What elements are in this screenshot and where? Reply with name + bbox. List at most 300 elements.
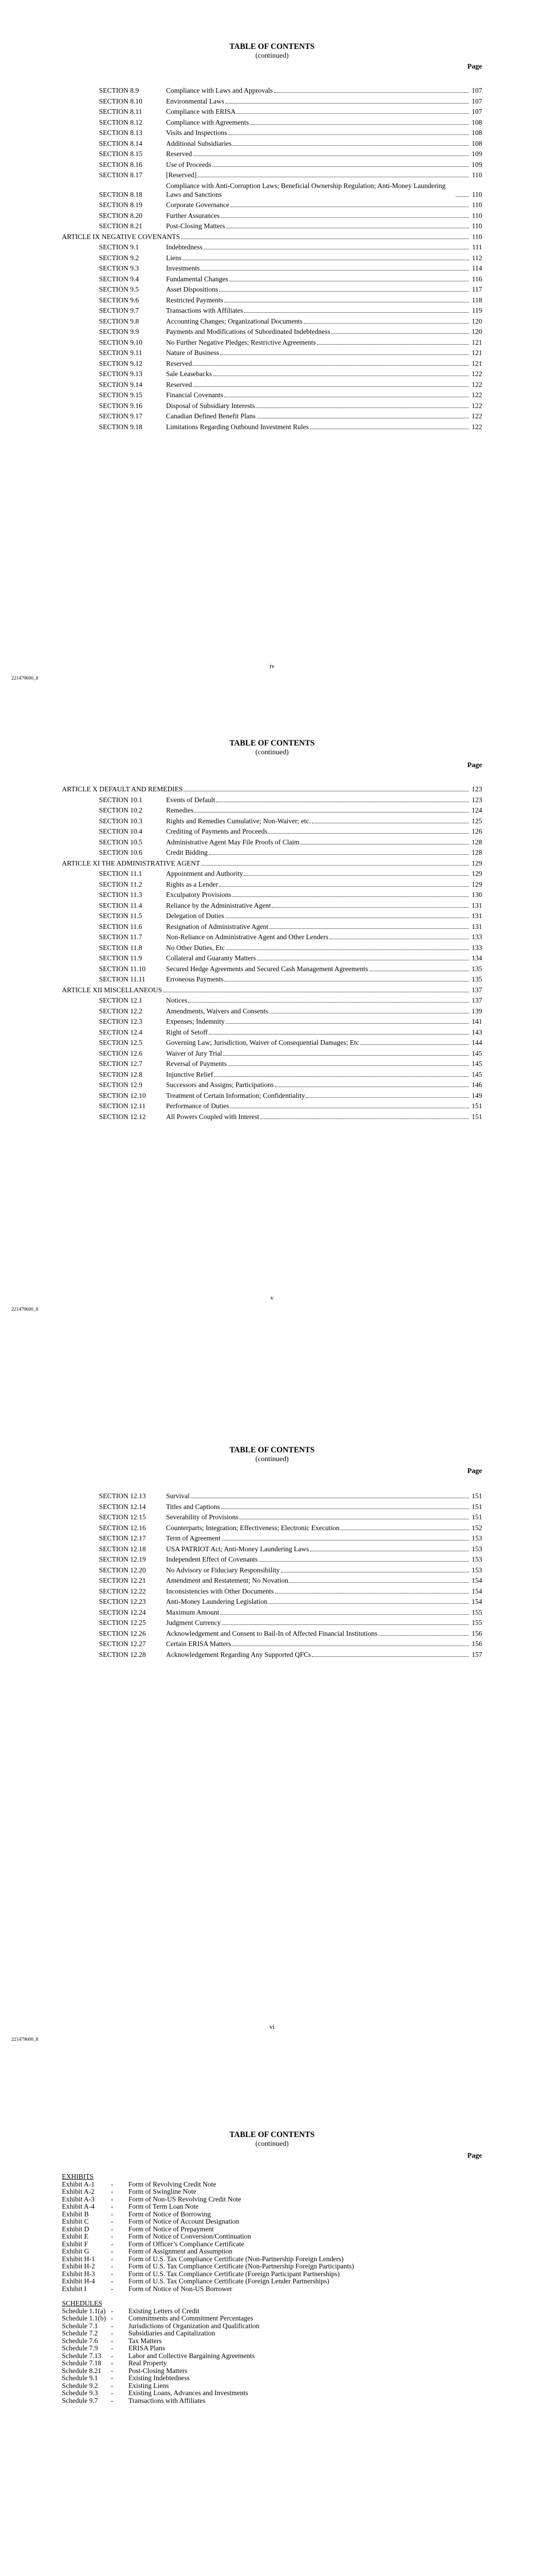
exhibit-row-description: Form of Assignment and Assumption bbox=[128, 2247, 233, 2255]
entry-title: Judgment Currency bbox=[166, 1619, 221, 1626]
entry-title: Visits and Inspections bbox=[166, 129, 227, 137]
toc-section-entry[interactable] bbox=[62, 922, 482, 931]
entry-title: Certain ERISA Matters bbox=[166, 1640, 231, 1648]
dot-leader bbox=[306, 1097, 469, 1098]
page-column-header: Page bbox=[467, 1467, 482, 1475]
toc-section-entry[interactable] bbox=[62, 1639, 482, 1648]
toc-section-entry[interactable] bbox=[62, 128, 482, 137]
dot-leader bbox=[191, 1497, 469, 1498]
exhibit-row bbox=[62, 2270, 474, 2278]
section-number: SECTION 9.17 bbox=[99, 412, 142, 420]
entry-page-number: 129 bbox=[471, 870, 482, 877]
toc-section-entry[interactable] bbox=[62, 264, 482, 273]
section-number: SECTION 12.8 bbox=[99, 1070, 142, 1078]
toc-section-entry[interactable] bbox=[62, 1587, 482, 1596]
entry-title-wrap bbox=[166, 1597, 470, 1606]
dot-leader bbox=[317, 344, 469, 345]
toc-section-entry[interactable] bbox=[62, 139, 482, 148]
exhibit-row bbox=[62, 2278, 474, 2285]
toc-section-entry[interactable] bbox=[62, 338, 482, 347]
exhibit-row-dash: - bbox=[111, 2188, 113, 2195]
toc-article-entry[interactable] bbox=[62, 232, 482, 241]
toc-article-entry[interactable] bbox=[62, 859, 482, 868]
entry-title-wrap bbox=[166, 1523, 470, 1532]
dot-leader bbox=[257, 417, 469, 418]
entry-page-number: 153 bbox=[471, 1566, 482, 1574]
entry-title-wrap bbox=[166, 901, 470, 910]
dot-leader bbox=[272, 907, 469, 908]
toc-article-entry[interactable] bbox=[62, 785, 482, 793]
dot-leader bbox=[220, 1614, 469, 1615]
exhibit-row-description: Form of U.S. Tax Compliance Certificate (Foreign Participant Partnerships) bbox=[128, 2269, 340, 2278]
entry-title-wrap bbox=[166, 160, 470, 169]
entry-page-number: 129 bbox=[471, 880, 482, 888]
section-number: SECTION 10.1 bbox=[99, 795, 142, 804]
schedule-row-description: Subsidiaries and Capitalization bbox=[128, 2329, 215, 2337]
toc-section-entry[interactable] bbox=[62, 901, 482, 910]
entry-title: Administrative Agent May File Proofs of Claim bbox=[166, 838, 300, 846]
page-number: vi bbox=[269, 2023, 275, 2030]
toc-section-entry[interactable] bbox=[62, 996, 482, 1005]
toc-section-entry[interactable] bbox=[62, 1566, 482, 1574]
toc-section-entry[interactable] bbox=[62, 1101, 482, 1110]
schedule-row-dash: - bbox=[111, 2351, 113, 2360]
toc-title: TABLE OF CONTENTS bbox=[229, 42, 315, 51]
exhibit-row-description: Form of Non-US Revolving Credit Note bbox=[128, 2195, 241, 2203]
exhibits-list bbox=[62, 2181, 474, 2293]
section-number: SECTION 12.27 bbox=[99, 1640, 146, 1648]
entry-page-number: 145 bbox=[471, 1060, 482, 1067]
entry-page-number: 107 bbox=[471, 87, 482, 94]
entry-title-wrap bbox=[166, 181, 470, 199]
toc-section-entry[interactable] bbox=[62, 827, 482, 836]
toc-section-entry[interactable] bbox=[62, 1502, 482, 1511]
dot-leader bbox=[224, 980, 469, 981]
toc-section-entry[interactable] bbox=[62, 1576, 482, 1585]
exhibit-row bbox=[62, 2203, 474, 2211]
entry-title-wrap bbox=[166, 391, 470, 399]
section-number: SECTION 9.9 bbox=[99, 328, 139, 335]
dot-leader bbox=[237, 113, 469, 114]
schedule-row-dash: - bbox=[111, 2329, 113, 2337]
section-number: SECTION 9.3 bbox=[99, 264, 139, 272]
entry-title-wrap bbox=[166, 317, 470, 326]
entry-title: Secured Hedge Agreements and Secured Cash Management Agreements bbox=[166, 964, 368, 973]
toc-title: TABLE OF CONTENTS bbox=[229, 2130, 315, 2139]
entry-title-wrap bbox=[166, 1555, 470, 1564]
toc-section-entry[interactable] bbox=[62, 422, 482, 431]
dot-leader bbox=[369, 970, 469, 971]
dot-leader bbox=[310, 428, 469, 429]
section-number: SECTION 12.25 bbox=[99, 1619, 146, 1626]
section-number: SECTION 11.8 bbox=[99, 943, 142, 952]
dot-leader bbox=[181, 238, 469, 239]
entry-title: Acknowledgement Regarding Any Supported QFCs bbox=[166, 1650, 311, 1658]
entry-title-wrap bbox=[166, 795, 470, 804]
dot-leader bbox=[194, 811, 469, 812]
entry-page-number: 109 bbox=[471, 150, 482, 158]
toc-section-entry[interactable] bbox=[62, 222, 482, 230]
entry-page-number: 110 bbox=[472, 171, 482, 179]
section-number: SECTION 8.16 bbox=[99, 160, 142, 168]
entry-title-wrap bbox=[166, 171, 470, 179]
section-number: SECTION 11.5 bbox=[99, 912, 142, 920]
exhibit-row-dash: - bbox=[111, 2269, 113, 2278]
entry-title: Anti-Money Laundering Legislation bbox=[166, 1598, 268, 1605]
exhibit-row-id: Exhibit H-1 bbox=[62, 2255, 95, 2263]
entry-page-number: 145 bbox=[471, 1070, 482, 1078]
entry-title-wrap bbox=[166, 1534, 470, 1543]
toc-section-entry[interactable] bbox=[62, 1059, 482, 1068]
entry-title-wrap bbox=[166, 1059, 470, 1068]
section-number: SECTION 12.3 bbox=[99, 1018, 142, 1025]
toc-section-entry[interactable] bbox=[62, 869, 482, 878]
schedule-row-description: Post-Closing Matters bbox=[128, 2366, 188, 2375]
dot-leader bbox=[275, 1086, 469, 1087]
entry-title-wrap bbox=[166, 1028, 470, 1037]
toc-section-entry[interactable] bbox=[62, 964, 482, 973]
toc-section-entry[interactable] bbox=[62, 933, 482, 941]
section-number: SECTION 8.15 bbox=[99, 150, 142, 158]
entry-title: Indebtedness bbox=[166, 243, 203, 251]
entry-page-number: 129 bbox=[471, 859, 482, 867]
section-number: SECTION 9.14 bbox=[99, 380, 142, 388]
dot-leader bbox=[222, 1539, 469, 1540]
toc-section-entry[interactable] bbox=[62, 200, 482, 209]
toc-section-entry[interactable] bbox=[62, 107, 482, 116]
entry-title-wrap bbox=[166, 975, 470, 984]
exhibit-row-description: Form of Notice of Conversion/Continuation bbox=[128, 2232, 251, 2240]
toc-section-entry[interactable] bbox=[62, 1555, 482, 1564]
toc-section-entry[interactable] bbox=[62, 1091, 482, 1100]
toc-section-entry[interactable] bbox=[62, 306, 482, 315]
entry-title-wrap bbox=[166, 964, 470, 973]
entry-title-wrap bbox=[166, 369, 470, 378]
entry-title: Nature of Business bbox=[166, 349, 219, 357]
entry-title-wrap bbox=[166, 1576, 470, 1585]
dot-leader bbox=[214, 1076, 469, 1077]
toc-section-entry[interactable] bbox=[62, 253, 482, 262]
toc-section-entry[interactable] bbox=[62, 401, 482, 410]
toc-section-entry[interactable] bbox=[62, 285, 482, 294]
dot-leader bbox=[304, 323, 469, 324]
schedule-row bbox=[62, 2389, 474, 2397]
entry-title: Injunctive Relief bbox=[166, 1070, 213, 1078]
toc-section-entry[interactable] bbox=[62, 211, 482, 220]
entry-page-number: 121 bbox=[471, 359, 482, 367]
schedule-row-id: Schedule 7.6 bbox=[62, 2336, 98, 2345]
toc-continued: (continued) bbox=[255, 52, 289, 60]
toc-section-entry[interactable] bbox=[62, 243, 482, 251]
section-number: SECTION 11.3 bbox=[99, 891, 142, 899]
dot-leader bbox=[360, 1044, 469, 1045]
toc-article-entry[interactable] bbox=[62, 986, 482, 994]
entry-page-number: 153 bbox=[471, 1534, 482, 1542]
entry-title: No Further Negative Pledges; Restrictive Agreements bbox=[166, 338, 316, 346]
dot-leader bbox=[193, 386, 469, 387]
entry-title: Restricted Payments bbox=[166, 296, 223, 304]
entry-page-number: 110 bbox=[472, 190, 482, 198]
exhibit-row-dash: - bbox=[111, 2225, 113, 2233]
entry-page-number: 120 bbox=[471, 328, 482, 335]
entry-page-number: 153 bbox=[471, 1545, 482, 1553]
entry-title: Remedies bbox=[166, 806, 194, 814]
entry-page-number: 143 bbox=[471, 1028, 482, 1036]
section-number: SECTION 12.7 bbox=[99, 1060, 142, 1067]
entry-title-wrap bbox=[166, 118, 470, 127]
entry-page-number: 117 bbox=[472, 285, 482, 293]
toc-section-entry[interactable] bbox=[62, 848, 482, 857]
section-number: SECTION 8.9 bbox=[99, 87, 139, 94]
entry-title: Environmental Laws bbox=[166, 97, 224, 105]
toc-section-entry[interactable] bbox=[62, 86, 482, 95]
section-number: SECTION 9.16 bbox=[99, 401, 142, 410]
dot-leader bbox=[193, 365, 469, 366]
toc-section-entry[interactable] bbox=[62, 118, 482, 127]
toc-section-entry[interactable] bbox=[62, 1492, 482, 1500]
entry-page-number: 151 bbox=[471, 1502, 482, 1511]
entry-title-wrap bbox=[166, 1629, 470, 1638]
document-id: 221479600_8 bbox=[11, 1307, 39, 1312]
entry-page-number: 112 bbox=[472, 253, 482, 262]
entry-title-wrap bbox=[166, 380, 470, 389]
exhibit-row-id: Exhibit H-4 bbox=[62, 2277, 95, 2285]
toc-section-entry[interactable] bbox=[62, 1017, 482, 1026]
schedule-row bbox=[62, 2345, 474, 2352]
exhibit-row-dash: - bbox=[111, 2210, 113, 2218]
entry-title: Compliance with ERISA bbox=[166, 108, 236, 115]
section-number: SECTION 12.2 bbox=[99, 1007, 142, 1015]
section-number: SECTION 9.13 bbox=[99, 370, 142, 378]
section-number: SECTION 8.13 bbox=[99, 129, 142, 137]
entry-title: Events of Default bbox=[166, 795, 216, 804]
toc-section-entry[interactable] bbox=[62, 795, 482, 804]
entry-title-wrap bbox=[166, 827, 470, 836]
section-number: SECTION 10.4 bbox=[99, 827, 142, 835]
entry-title: Erroneous Payments bbox=[166, 975, 224, 983]
entry-title-wrap bbox=[62, 986, 470, 994]
entry-title-wrap bbox=[166, 943, 470, 952]
entry-title: Rights as a Lender bbox=[166, 880, 218, 888]
entry-page-number: 110 bbox=[472, 232, 482, 241]
toc-section-entry[interactable] bbox=[62, 1608, 482, 1617]
entry-title: Reliance by the Administrative Agent bbox=[166, 901, 271, 909]
exhibit-row-id: Exhibit A-1 bbox=[62, 2180, 95, 2188]
dot-leader bbox=[244, 312, 469, 313]
exhibit-row-dash: - bbox=[111, 2195, 113, 2203]
dot-leader bbox=[269, 928, 469, 929]
section-number: SECTION 11.7 bbox=[99, 933, 142, 941]
entry-page-number: 137 bbox=[471, 986, 482, 994]
exhibit-row bbox=[62, 2181, 474, 2189]
toc-section-entry[interactable] bbox=[62, 1080, 482, 1089]
schedule-row-description: Jurisdictions of Organization and Qualification bbox=[128, 2321, 259, 2330]
toc-section-entry[interactable] bbox=[62, 171, 482, 179]
toc-section-entry[interactable] bbox=[62, 1070, 482, 1079]
section-number: SECTION 9.4 bbox=[99, 275, 139, 283]
section-number: SECTION 12.10 bbox=[99, 1091, 146, 1099]
toc-section-entry[interactable] bbox=[62, 359, 482, 368]
entry-title-wrap bbox=[166, 838, 470, 846]
dot-leader bbox=[226, 949, 469, 950]
toc-section-entry[interactable] bbox=[62, 1038, 482, 1047]
exhibit-row-description: Form of Officer’s Compliance Certificate bbox=[128, 2240, 244, 2248]
toc-section-entry[interactable] bbox=[62, 975, 482, 984]
section-number: SECTION 9.2 bbox=[99, 253, 139, 262]
entry-title-wrap bbox=[166, 412, 470, 420]
entry-title: Inconsistencies with Other Documents bbox=[166, 1587, 274, 1595]
toc-section-entry[interactable] bbox=[62, 391, 482, 399]
section-number: SECTION 9.5 bbox=[99, 285, 139, 293]
entry-title: Exculpatory Provisions bbox=[166, 891, 232, 899]
entry-title: Reserved bbox=[166, 359, 192, 367]
toc-section-entry[interactable] bbox=[62, 275, 482, 283]
entry-title-wrap bbox=[166, 1091, 470, 1100]
toc-section-entry[interactable] bbox=[62, 1618, 482, 1627]
entry-title: Performance of Duties bbox=[166, 1102, 229, 1110]
section-number: SECTION 12.6 bbox=[99, 1049, 142, 1057]
entry-title: Corporate Governance bbox=[166, 201, 229, 209]
toc-section-entry[interactable] bbox=[62, 880, 482, 889]
dot-leader bbox=[310, 1550, 469, 1551]
exhibit-row-id: Exhibit A-3 bbox=[62, 2195, 95, 2203]
exhibit-row bbox=[62, 2211, 474, 2218]
schedule-row-description: Existing Loans, Advances and Investments bbox=[128, 2389, 249, 2397]
dot-leader bbox=[378, 1635, 469, 1636]
entry-title: Independent Effect of Covenants bbox=[166, 1555, 258, 1563]
toc-section-entry[interactable] bbox=[62, 181, 482, 199]
exhibit-row-dash: - bbox=[111, 2247, 113, 2255]
section-number: SECTION 12.9 bbox=[99, 1081, 142, 1089]
dot-leader bbox=[213, 375, 469, 376]
entry-title-wrap bbox=[166, 817, 470, 825]
dot-leader bbox=[209, 854, 469, 855]
toc-section-entry[interactable] bbox=[62, 1028, 482, 1037]
entry-title: Accounting Changes; Organizational Documents bbox=[166, 317, 303, 325]
entry-title-wrap bbox=[166, 880, 470, 889]
toc-section-entry[interactable] bbox=[62, 806, 482, 815]
toc-section-entry[interactable] bbox=[62, 317, 482, 326]
toc-section-entry[interactable] bbox=[62, 1513, 482, 1521]
toc-section-entry[interactable] bbox=[62, 149, 482, 158]
toc-section-entry[interactable] bbox=[62, 943, 482, 952]
section-number: SECTION 8.17 bbox=[99, 171, 142, 179]
toc-section-entry[interactable] bbox=[62, 327, 482, 336]
entry-page-number: 152 bbox=[471, 1523, 482, 1532]
entry-title-wrap bbox=[166, 275, 470, 283]
toc-section-entry[interactable] bbox=[62, 1523, 482, 1532]
section-number: SECTION 12.11 bbox=[99, 1102, 146, 1110]
entry-title: Treatment of Certain Information; Confidentiality bbox=[166, 1091, 305, 1099]
section-number: SECTION 12.16 bbox=[99, 1523, 146, 1532]
entry-title: Further Assurances bbox=[166, 211, 220, 219]
exhibit-row-dash: - bbox=[111, 2277, 113, 2285]
section-number: SECTION 11.6 bbox=[99, 922, 142, 930]
entry-title-wrap bbox=[166, 222, 470, 230]
toc-section-entry[interactable] bbox=[62, 890, 482, 899]
toc-section-entry[interactable] bbox=[62, 817, 482, 825]
exhibit-row-dash: - bbox=[111, 2232, 113, 2240]
toc-entries bbox=[62, 785, 482, 1123]
exhibit-row bbox=[62, 2226, 474, 2233]
entry-page-number: 135 bbox=[471, 975, 482, 983]
toc-section-entry[interactable] bbox=[62, 1007, 482, 1015]
section-number: SECTION 12.5 bbox=[99, 1039, 142, 1046]
entry-title: ARTICLE XI THE ADMINISTRATIVE AGENT bbox=[62, 859, 201, 867]
schedule-row-id: Schedule 7.2 bbox=[62, 2329, 98, 2337]
toc-section-entry[interactable] bbox=[62, 160, 482, 169]
dot-leader bbox=[224, 301, 469, 302]
toc-section-entry[interactable] bbox=[62, 296, 482, 304]
toc-section-entry[interactable] bbox=[62, 1545, 482, 1553]
entry-page-number: 139 bbox=[471, 1007, 482, 1015]
entry-page-number: 128 bbox=[471, 838, 482, 846]
toc-section-entry[interactable] bbox=[62, 911, 482, 920]
dot-leader bbox=[226, 227, 469, 228]
section-number: SECTION 12.18 bbox=[99, 1545, 146, 1553]
entry-title: Non-Reliance on Administrative Agent and Other Lenders bbox=[166, 933, 328, 941]
entry-page-number: 128 bbox=[471, 849, 482, 856]
section-number: SECTION 12.12 bbox=[99, 1112, 146, 1121]
entry-title-wrap bbox=[166, 911, 470, 920]
schedule-row-dash: - bbox=[111, 2396, 113, 2404]
exhibit-row-dash: - bbox=[111, 2284, 113, 2293]
entry-title: Asset Dispositions bbox=[166, 285, 218, 293]
entry-page-number: 151 bbox=[471, 1102, 482, 1110]
toc-section-entry[interactable] bbox=[62, 1650, 482, 1659]
toc-section-entry[interactable] bbox=[62, 1049, 482, 1058]
schedule-row bbox=[62, 2360, 474, 2367]
section-number: SECTION 10.6 bbox=[99, 849, 142, 856]
dot-leader bbox=[203, 248, 469, 249]
toc-continued: (continued) bbox=[255, 1455, 289, 1463]
entry-page-number: 151 bbox=[471, 1112, 482, 1121]
toc-section-entry[interactable] bbox=[62, 380, 482, 389]
schedule-row-dash: - bbox=[111, 2344, 113, 2352]
section-number: SECTION 11.11 bbox=[99, 975, 145, 983]
entry-page-number: 111 bbox=[472, 243, 482, 251]
section-number: SECTION 11.9 bbox=[99, 954, 142, 962]
dot-leader bbox=[201, 269, 469, 270]
entry-title: ARTICLE IX NEGATIVE COVENANTS bbox=[62, 232, 180, 241]
exhibit-row-description: Form of Notice of Non-US Borrower bbox=[128, 2284, 233, 2293]
toc-section-entry[interactable] bbox=[62, 97, 482, 106]
entry-title: No Other Duties, Etc bbox=[166, 943, 225, 952]
entry-title: Maximum Amount bbox=[166, 1608, 220, 1616]
entry-page-number: 154 bbox=[471, 1587, 482, 1595]
toc-section-entry[interactable] bbox=[62, 348, 482, 357]
toc-section-entry[interactable] bbox=[62, 1597, 482, 1606]
section-number: SECTION 8.11 bbox=[99, 108, 142, 115]
entry-title: ARTICLE XII MISCELLANEOUS bbox=[62, 986, 162, 994]
entry-page-number: 122 bbox=[471, 422, 482, 431]
dot-leader bbox=[301, 843, 469, 844]
entry-page-number: 154 bbox=[471, 1577, 482, 1584]
entry-title: Waiver of Jury Trial bbox=[166, 1049, 222, 1057]
toc-section-entry[interactable] bbox=[62, 412, 482, 420]
toc-section-entry[interactable] bbox=[62, 954, 482, 962]
entry-title-wrap bbox=[166, 139, 470, 148]
toc-section-entry[interactable] bbox=[62, 1534, 482, 1543]
entry-title-wrap bbox=[166, 200, 470, 209]
toc-section-entry[interactable] bbox=[62, 838, 482, 846]
toc-section-entry[interactable] bbox=[62, 1112, 482, 1121]
toc-section-entry[interactable] bbox=[62, 369, 482, 378]
entry-page-number: 122 bbox=[471, 412, 482, 420]
schedule-row-description: Commitments and Commitment Percentages bbox=[128, 2314, 253, 2322]
entry-title: Additional Subsidiaries bbox=[166, 139, 232, 147]
toc-section-entry[interactable] bbox=[62, 1629, 482, 1638]
